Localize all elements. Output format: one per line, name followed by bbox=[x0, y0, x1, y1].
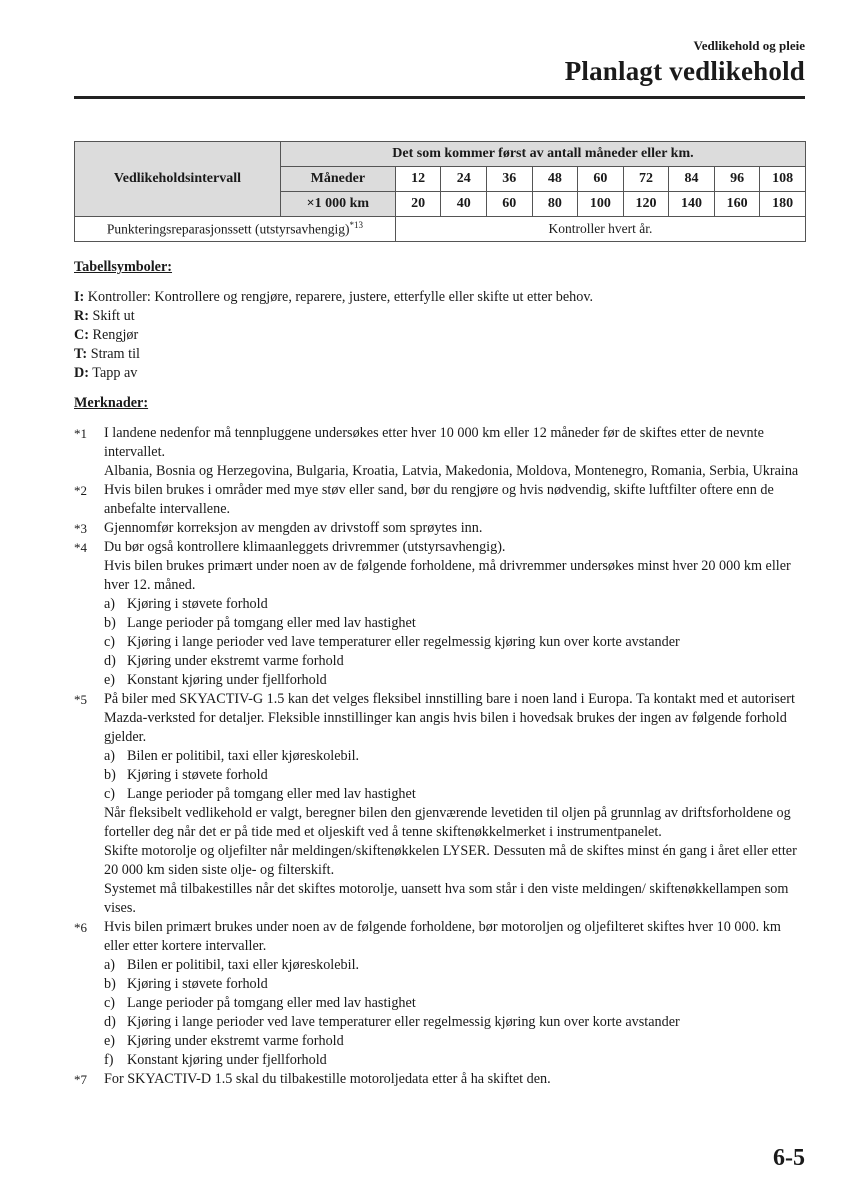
note-mark: *3 bbox=[74, 521, 87, 536]
note-text: Skifte motorolje og oljefilter når meldingen/skiftenøkkelen LYSER. Dessuten må de skiftes minst én gang i året eller etter 20 000 km siden siste olje- og filterskift. bbox=[104, 843, 797, 878]
list-letter: c) bbox=[104, 634, 116, 650]
list-item bbox=[104, 994, 805, 1013]
note-2 bbox=[74, 481, 805, 519]
list-text: Kjøring under ekstremt varme forhold bbox=[127, 1033, 344, 1049]
list-letter: c) bbox=[104, 786, 116, 802]
symbol-text: Tapp av bbox=[88, 365, 138, 381]
list-text: Konstant kjøring under fjellforhold bbox=[127, 672, 327, 688]
condition-list bbox=[104, 956, 805, 1070]
symbol-key: D: bbox=[74, 365, 89, 381]
km-cell: 140 bbox=[669, 192, 715, 217]
note-mark: *7 bbox=[74, 1072, 87, 1087]
symbol-key: T: bbox=[74, 346, 88, 362]
symbol-key: R: bbox=[74, 308, 89, 324]
list-item bbox=[104, 652, 805, 671]
symbol-text: Kontroller: Kontrollere og rengjøre, reparere, justere, etterfylle eller skifte ut etter behov. bbox=[84, 289, 594, 305]
months-cell: 60 bbox=[578, 167, 624, 192]
note-text: Hvis bilen brukes i områder med mye støv eller sand, bør du rengjøre og hvis nødvendig, skifte luftfilter oftere enn de anbefalte intervallene. bbox=[104, 482, 774, 517]
months-cell: 84 bbox=[669, 167, 715, 192]
repair-kit-label: Punkteringsreparasjonssett (utstyrsavhengig) bbox=[106, 221, 350, 237]
list-item bbox=[104, 785, 805, 804]
list-letter: e) bbox=[104, 672, 116, 688]
km-cell: 80 bbox=[532, 192, 578, 217]
km-label-cell: ×1 000 km bbox=[280, 192, 395, 217]
km-cell: 20 bbox=[395, 192, 441, 217]
list-text: Bilen er politibil, taxi eller kjøreskolebil. bbox=[127, 748, 360, 764]
note-text: Du bør også kontrollere klimaanleggets drivremmer (utstyrsavhengig). bbox=[104, 539, 506, 555]
list-item bbox=[104, 1013, 805, 1032]
list-letter: e) bbox=[104, 1033, 116, 1049]
note-text: Systemet må tilbakestilles når det skiftes motorolje, uansett hva som står i den viste meldingen/ skiftenøkkellampen som vises. bbox=[104, 881, 789, 916]
list-item bbox=[104, 671, 805, 690]
condition-list bbox=[104, 747, 805, 804]
note-text: På biler med SKYACTIV-G 1.5 kan det velges fleksibel innstilling bare i noen land i Europa. Ta kontakt med et autorisert Mazda-verksted for detaljer. Fleksible innstillinger kan angis hvis bilen i hovedsak brukes der ingen av følgende forhold gjelder. bbox=[104, 691, 795, 745]
months-cell: 108 bbox=[760, 167, 806, 192]
note-6 bbox=[74, 918, 805, 1070]
list-letter: d) bbox=[104, 653, 116, 669]
list-text: Kjøring i støvete forhold bbox=[127, 767, 268, 783]
km-cell: 60 bbox=[486, 192, 532, 217]
note-mark: *6 bbox=[74, 920, 87, 935]
list-text: Kjøring i støvete forhold bbox=[127, 976, 268, 992]
months-cell: 12 bbox=[395, 167, 441, 192]
note-mark: *1 bbox=[74, 426, 87, 441]
symbols-heading: Tabellsymboler: bbox=[74, 259, 173, 275]
page-body bbox=[74, 258, 805, 1089]
repair-kit-label-cell bbox=[75, 217, 396, 242]
months-cell: 24 bbox=[441, 167, 487, 192]
list-letter: d) bbox=[104, 1014, 116, 1030]
months-cell: 48 bbox=[532, 167, 578, 192]
page-title: Planlagt vedlikehold bbox=[564, 56, 805, 86]
list-text: Bilen er politibil, taxi eller kjøreskolebil. bbox=[127, 957, 360, 973]
span-heading-cell: Det som kommer først av antall måneder eller km. bbox=[280, 142, 805, 167]
list-letter: a) bbox=[104, 957, 116, 973]
symbol-item bbox=[74, 326, 805, 345]
symbol-item bbox=[74, 345, 805, 364]
symbol-item bbox=[74, 364, 805, 383]
note-mark: *4 bbox=[74, 540, 87, 555]
note-text: Hvis bilen primært brukes under noen av de følgende forholdene, bør motoroljen og oljefilteret skiftes hver 10 000. km eller etter kortere intervaller. bbox=[104, 919, 781, 954]
note-mark: *5 bbox=[74, 692, 87, 707]
km-cell: 40 bbox=[441, 192, 487, 217]
symbol-text: Stram til bbox=[87, 346, 140, 362]
symbol-item bbox=[74, 307, 805, 326]
list-item bbox=[104, 956, 805, 975]
notes-heading: Merknader: bbox=[74, 395, 149, 411]
km-cell: 180 bbox=[760, 192, 806, 217]
note-text: Når fleksibelt vedlikehold er valgt, beregner bilen den gjenværende levetiden til oljen på grunnlag av driftsforholdene og forteller deg når det er på tide med et oljeskift ved å tenne skiftenøkkelmerket i instrumentpanelet. bbox=[104, 805, 791, 840]
page-number: 6-5 bbox=[773, 1145, 805, 1171]
footnote-mark: *13 bbox=[349, 220, 363, 231]
list-text: Kjøring i lange perioder ved lave temperaturer eller regelmessig kjøring kun over korte avstander bbox=[127, 1014, 680, 1030]
repair-kit-value-cell: Kontroller hvert år. bbox=[395, 217, 805, 242]
note-text: Albania, Bosnia og Herzegovina, Bulgaria, Kroatia, Latvia, Makedonia, Moldova, Montenegro, Romania, Serbia, Ukraina bbox=[104, 463, 799, 479]
list-letter: a) bbox=[104, 748, 116, 764]
list-item bbox=[104, 975, 805, 994]
list-item bbox=[104, 614, 805, 633]
symbol-text: Rengjør bbox=[88, 327, 139, 343]
note-4 bbox=[74, 538, 805, 690]
list-item bbox=[104, 1032, 805, 1051]
list-item bbox=[104, 595, 805, 614]
months-label-cell: Måneder bbox=[280, 167, 395, 192]
list-letter: c) bbox=[104, 995, 116, 1011]
symbols-list bbox=[74, 288, 805, 383]
table-row bbox=[75, 142, 806, 167]
note-mark: *2 bbox=[74, 483, 87, 498]
list-text: Lange perioder på tomgang eller med lav hastighet bbox=[127, 786, 416, 802]
list-letter: f) bbox=[104, 1052, 114, 1068]
list-text: Lange perioder på tomgang eller med lav hastighet bbox=[127, 615, 416, 631]
table-row bbox=[75, 217, 806, 242]
list-item bbox=[104, 747, 805, 766]
symbol-text: Skift ut bbox=[88, 308, 135, 324]
note-7 bbox=[74, 1070, 805, 1089]
list-text: Lange perioder på tomgang eller med lav hastighet bbox=[127, 995, 416, 1011]
list-letter: b) bbox=[104, 767, 116, 783]
note-1 bbox=[74, 424, 805, 481]
condition-list bbox=[104, 595, 805, 690]
months-cell: 72 bbox=[623, 167, 669, 192]
km-cell: 160 bbox=[714, 192, 760, 217]
km-cell: 120 bbox=[623, 192, 669, 217]
list-item bbox=[104, 766, 805, 785]
km-cell: 100 bbox=[578, 192, 624, 217]
note-text: Gjennomfør korreksjon av mengden av drivstoff som sprøytes inn. bbox=[104, 520, 483, 536]
section-title: Vedlikehold og pleie bbox=[693, 38, 805, 53]
months-cell: 96 bbox=[714, 167, 760, 192]
symbol-item bbox=[74, 288, 805, 307]
list-text: Konstant kjøring under fjellforhold bbox=[127, 1052, 327, 1068]
list-letter: a) bbox=[104, 596, 116, 612]
note-3 bbox=[74, 519, 805, 538]
list-item bbox=[104, 1051, 805, 1070]
list-text: Kjøring i lange perioder ved lave temperaturer eller regelmessig kjøring kun over korte avstander bbox=[127, 634, 680, 650]
list-text: Kjøring under ekstremt varme forhold bbox=[127, 653, 344, 669]
list-item bbox=[104, 633, 805, 652]
symbol-key: C: bbox=[74, 327, 89, 343]
list-letter: b) bbox=[104, 976, 116, 992]
note-5 bbox=[74, 690, 805, 918]
title-rule bbox=[74, 96, 805, 99]
note-text: For SKYACTIV-D 1.5 skal du tilbakestille motoroljedata etter å ha skiftet den. bbox=[104, 1071, 551, 1087]
note-text: Hvis bilen brukes primært under noen av de følgende forholdene, må drivremmer undersøkes minst hver 20 000 km eller hver 12. måned. bbox=[104, 558, 791, 593]
maintenance-schedule-table bbox=[74, 141, 806, 242]
note-text: I landene nedenfor må tennpluggene undersøkes etter hver 10 000 km eller 12 måneder før de skiftes etter de nevnte intervallet. bbox=[104, 425, 764, 460]
list-text: Kjøring i støvete forhold bbox=[127, 596, 268, 612]
interval-label-cell: Vedlikeholdsintervall bbox=[75, 142, 281, 217]
symbol-key: I: bbox=[74, 289, 85, 305]
list-letter: b) bbox=[104, 615, 116, 631]
months-cell: 36 bbox=[486, 167, 532, 192]
